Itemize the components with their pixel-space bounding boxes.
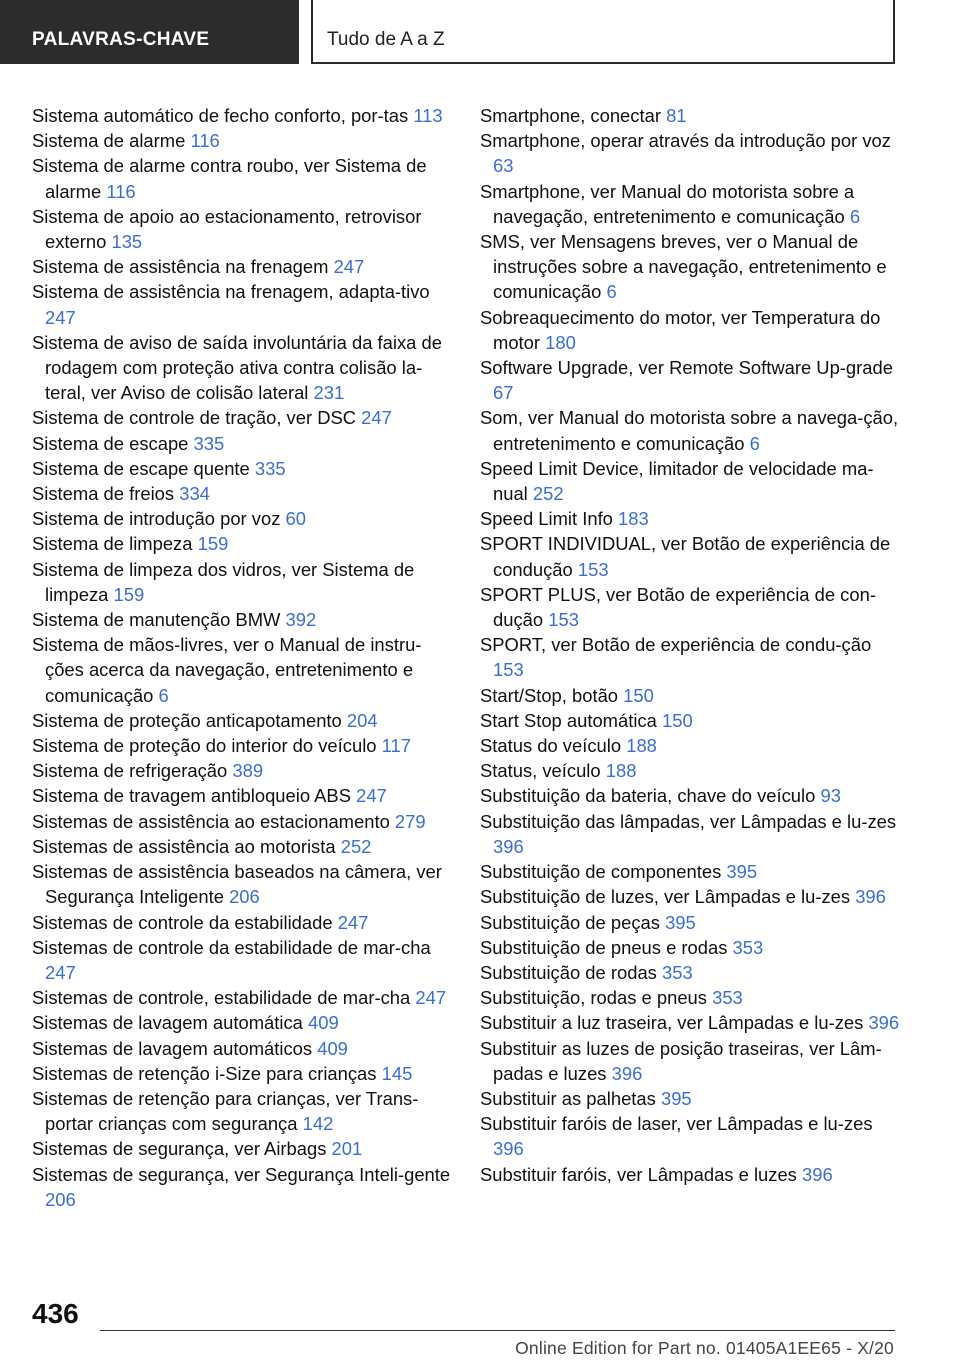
index-entry-text: Start/Stop, botão <box>480 684 619 706</box>
page-reference-link[interactable]: 116 <box>106 180 136 202</box>
page-reference-link[interactable]: 409 <box>308 1012 339 1034</box>
index-entry <box>32 481 452 506</box>
index-entry-text: Substituir a luz traseira, ver Lâmpadas e lu-zes <box>480 1012 864 1034</box>
page-reference-link[interactable]: 353 <box>732 936 764 958</box>
index-entry-text: Status do veículo <box>480 735 622 757</box>
page-reference-link[interactable]: 63 <box>493 155 514 177</box>
index-entry <box>32 910 452 935</box>
index-entry <box>480 405 900 455</box>
page-reference-link[interactable]: 395 <box>660 1087 692 1109</box>
index-entry-text: Smartphone, ver Manual do motorista sobre a navegação, entretenimento e comunicação <box>480 180 855 227</box>
page-reference-link[interactable]: 247 <box>361 407 392 429</box>
index-entry <box>480 632 900 682</box>
page-number: 436 <box>32 1298 79 1329</box>
index-entry <box>32 279 452 329</box>
page-reference-link[interactable]: 335 <box>254 457 286 479</box>
index-entry <box>32 632 452 708</box>
index-entry <box>32 985 452 1010</box>
index-entry-text: Sistemas de controle da estabilidade de mar-cha <box>32 936 431 958</box>
page-reference-link[interactable]: 6 <box>849 205 861 227</box>
index-entry-text: Sobreaquecimento do motor, ver Temperatura do motor <box>480 306 881 353</box>
index-entry <box>32 431 452 456</box>
index-entry <box>32 708 452 733</box>
page-reference-link[interactable]: 395 <box>726 861 758 883</box>
index-entry-text: SPORT, ver Botão de experiência de condu-ção <box>480 634 872 656</box>
index-entry <box>480 708 900 733</box>
index-entry <box>480 1036 900 1086</box>
index-entry-text: Sistema de assistência na frenagem, adapta-tivo <box>32 281 430 303</box>
index-entry-text: Sistemas de segurança, ver Segurança Inteli-gente <box>32 1163 451 1185</box>
index-entry-text: Sistemas de lavagem automática <box>32 1012 303 1034</box>
index-entry <box>32 1061 452 1086</box>
page-reference-link[interactable]: 389 <box>232 760 264 782</box>
index-entry <box>480 355 900 405</box>
page-reference-link[interactable]: 6 <box>749 432 760 454</box>
index-entry <box>480 179 900 229</box>
index-entry-text: Substituir as luzes de posição traseiras, ver Lâm-padas e luzes <box>480 1037 882 1084</box>
index-entry-text: Sistemas de assistência ao motorista <box>32 835 336 857</box>
page-reference-link[interactable]: 396 <box>611 1062 643 1084</box>
page-reference-link[interactable]: 247 <box>337 911 369 933</box>
index-entry-text: Sistemas de assistência baseados na câmera, ver Segurança Inteligente <box>32 861 442 908</box>
index-entry <box>480 103 900 128</box>
index-entry-text: Software Upgrade, ver Remote Software Up-grade <box>480 357 893 379</box>
page-reference-link[interactable]: 252 <box>532 483 564 505</box>
index-entry <box>480 783 900 808</box>
page-reference-link[interactable]: 247 <box>45 961 76 983</box>
page-reference-link[interactable]: 201 <box>331 1138 363 1160</box>
index-entry <box>480 985 900 1010</box>
page-reference-link[interactable]: 279 <box>394 810 426 832</box>
index-entry-text: Sistema de controle de tração, ver DSC <box>32 407 357 429</box>
page-reference-link[interactable]: 204 <box>346 709 378 731</box>
index-entry-text: Sistemas de controle, estabilidade de mar-cha <box>32 987 411 1009</box>
index-entry-text: Substituição de pneus e rodas <box>480 936 728 958</box>
index-entry-text: Sistema de proteção anticapotamento <box>32 709 342 731</box>
index-entry <box>480 506 900 531</box>
page-reference-link[interactable]: 180 <box>545 331 576 353</box>
index-entry <box>480 582 900 632</box>
index-entry-text: Substituição, rodas e pneus <box>480 987 707 1009</box>
index-entry <box>480 456 900 506</box>
index-entry <box>32 783 452 808</box>
index-entry <box>32 557 452 607</box>
index-entry <box>32 809 452 834</box>
index-entry <box>32 859 452 909</box>
index-entry <box>32 834 452 859</box>
page-reference-link[interactable]: 247 <box>356 785 387 807</box>
index-entry-text: Sistema de freios <box>32 483 175 505</box>
index-entry-text: Som, ver Manual do motorista sobre a navega-ção, entretenimento e comunicação <box>480 407 899 454</box>
page-reference-link[interactable]: 159 <box>113 583 145 605</box>
index-entry-text: Sistemas de assistência ao estacionamento <box>32 810 390 832</box>
index-entry-text: Substituir faróis, ver Lâmpadas e luzes <box>480 1163 797 1185</box>
index-entry-text: Start Stop automática <box>480 709 657 731</box>
footer-edition-text: Online Edition for Part no. 01405A1EE65 - X/20 <box>515 1338 894 1358</box>
index-entry-text: Status, veículo <box>480 760 601 782</box>
index-entry <box>480 305 900 355</box>
index-entry <box>32 254 452 279</box>
index-entry <box>32 1010 452 1035</box>
index-entry-text: Sistema de escape quente <box>32 457 250 479</box>
index-entry-text: Sistema de refrigeração <box>32 760 228 782</box>
index-entry <box>480 1162 900 1187</box>
index-entry-text: Sistema de introdução por voz <box>32 508 281 530</box>
index-entry <box>480 960 900 985</box>
index-entry-text: Sistema de alarme contra roubo, ver Sistema de alarme <box>32 155 427 202</box>
page-reference-link[interactable]: 135 <box>111 231 143 253</box>
index-entry-text: Substituir as palhetas <box>480 1087 656 1109</box>
index-entry-text: SPORT INDIVIDUAL, ver Botão de experiência de condução <box>480 533 891 580</box>
index-entry <box>480 935 900 960</box>
index-entry-text: Substituição de componentes <box>480 861 722 883</box>
index-entry <box>480 1086 900 1111</box>
index-entry-text: Smartphone, operar através da introdução por voz <box>480 130 891 152</box>
index-entry <box>32 1086 452 1136</box>
page-reference-link[interactable]: 116 <box>190 130 220 152</box>
page-reference-link[interactable]: 395 <box>665 911 696 933</box>
index-entry <box>480 859 900 884</box>
index-entry <box>480 733 900 758</box>
index-entry <box>32 1136 452 1161</box>
index-entry-text: Sistema de aviso de saída involuntária da faixa de rodagem com proteção ativa contra colisão la-teral, ver Aviso de colisão lateral <box>32 331 442 404</box>
page-reference-link[interactable]: 6 <box>606 281 617 303</box>
index-entry <box>32 103 452 128</box>
index-entry <box>480 910 900 935</box>
index-entry <box>480 809 900 859</box>
index-entry <box>32 153 452 203</box>
index-entry-text: Sistema automático de fecho conforto, por-tas <box>32 105 409 126</box>
page-reference-link[interactable]: 396 <box>493 1138 524 1160</box>
index-entry <box>32 733 452 758</box>
index-entry <box>32 531 452 556</box>
index-entry-text: Sistema de assistência na frenagem <box>32 256 329 278</box>
section-tab: PALAVRAS-CHAVE <box>0 0 299 64</box>
index-entry-text: Sistema de travagem antibloqueio ABS <box>32 785 351 807</box>
page-reference-link[interactable]: 142 <box>302 1113 334 1135</box>
page-reference-link[interactable]: 145 <box>381 1062 413 1084</box>
index-entry <box>32 1162 452 1212</box>
page-reference-link[interactable]: 396 <box>868 1012 900 1034</box>
index-column-right <box>480 103 900 1187</box>
page-reference-link[interactable]: 113 <box>413 105 443 126</box>
index-entry-text: Substituição de peças <box>480 911 660 933</box>
index-entry-text: SPORT PLUS, ver Botão de experiência de con-dução <box>480 583 876 631</box>
index-entry-text: Sistemas de controle da estabilidade <box>32 911 333 933</box>
index-entry-text: Sistema de apoio ao estacionamento, retrovisor externo <box>32 205 422 253</box>
index-entry <box>480 758 900 783</box>
page-reference-link[interactable]: 392 <box>285 609 317 631</box>
index-entry-text: Smartphone, conectar <box>480 105 661 126</box>
page-reference-link[interactable]: 231 <box>313 382 345 404</box>
page-reference-link[interactable]: 396 <box>493 835 524 857</box>
page-reference-link[interactable]: 81 <box>666 105 687 126</box>
page-reference-link[interactable]: 6 <box>158 684 169 706</box>
page-reference-link[interactable]: 206 <box>45 1188 76 1210</box>
page-reference-link[interactable]: 150 <box>623 684 654 706</box>
index-entry <box>32 758 452 783</box>
index-entry-text: Substituição da bateria, chave do veículo <box>480 785 816 807</box>
page-reference-link[interactable]: 153 <box>493 659 524 681</box>
page-reference-link[interactable]: 188 <box>626 735 657 757</box>
index-entry <box>480 229 900 305</box>
page-reference-link[interactable]: 396 <box>855 886 886 908</box>
index-entry-text: Speed Limit Device, limitador de velocidade ma-nual <box>480 457 874 505</box>
index-entry <box>32 506 452 531</box>
index-entry <box>32 1036 452 1061</box>
index-entry-text: Speed Limit Info <box>480 508 613 530</box>
footer-divider <box>100 1330 895 1331</box>
page-reference-link[interactable]: 247 <box>45 306 76 328</box>
index-entry <box>480 1111 900 1161</box>
index-entry <box>480 884 900 909</box>
index-entry <box>32 456 452 481</box>
index-entry-text: Substituir faróis de laser, ver Lâmpadas e lu-zes <box>480 1113 873 1135</box>
page-reference-link[interactable]: 252 <box>340 835 372 857</box>
index-entry-text: Sistemas de retenção i-Size para crianças <box>32 1062 377 1084</box>
page-reference-link[interactable]: 153 <box>548 609 579 631</box>
index-entry <box>32 405 452 430</box>
index-entry <box>480 1010 900 1035</box>
index-entry-text: Substituição de rodas <box>480 961 657 983</box>
page-reference-link[interactable]: 117 <box>381 735 411 757</box>
page-title: Tudo de A a Z <box>311 0 895 64</box>
index-entry-text: Sistemas de lavagem automáticos <box>32 1037 313 1059</box>
page-reference-link[interactable]: 247 <box>415 987 447 1009</box>
index-entry <box>32 935 452 985</box>
page-reference-link[interactable]: 93 <box>820 785 841 807</box>
index-entry-text: Sistema de escape <box>32 432 189 454</box>
page-reference-link[interactable]: 67 <box>493 382 514 404</box>
index-column-left <box>32 103 452 1212</box>
index-entry-text: Sistema de alarme <box>32 130 186 152</box>
page-reference-link[interactable]: 188 <box>605 760 637 782</box>
index-entry <box>32 330 452 406</box>
page-reference-link[interactable]: 247 <box>333 256 365 278</box>
page-reference-link[interactable]: 335 <box>193 432 225 454</box>
page-reference-link[interactable]: 353 <box>662 961 693 983</box>
index-entry-text: Substituição de luzes, ver Lâmpadas e lu-zes <box>480 886 851 908</box>
page-reference-link[interactable]: 60 <box>285 508 307 530</box>
page-reference-link[interactable]: 396 <box>802 1163 833 1185</box>
index-entry-text: SMS, ver Mensagens breves, ver o Manual de instruções sobre a navegação, entretenimento e comunicação <box>480 231 887 303</box>
index-entry-text: Sistema de manutenção BMW <box>32 609 281 631</box>
index-entry-text: Sistemas de segurança, ver Airbags <box>32 1138 327 1160</box>
index-entry <box>32 607 452 632</box>
index-entry-text: Sistema de limpeza <box>32 533 193 555</box>
page-reference-link[interactable]: 150 <box>661 709 693 731</box>
page-reference-link[interactable]: 206 <box>229 886 260 908</box>
index-entry-text: Sistemas de retenção para crianças, ver Trans-portar crianças com segurança <box>32 1087 419 1135</box>
page-reference-link[interactable]: 334 <box>179 483 210 505</box>
index-entry-text: Sistema de limpeza dos vidros, ver Sistema de limpeza <box>32 558 415 605</box>
page-reference-link[interactable]: 153 <box>577 558 609 580</box>
index-entry-text: Sistema de mãos-livres, ver o Manual de instru-ções acerca da navegação, entretenimento e comunicação <box>32 634 422 706</box>
page-reference-link[interactable]: 183 <box>618 508 649 530</box>
page-reference-link[interactable]: 409 <box>317 1037 348 1059</box>
index-entry <box>480 683 900 708</box>
index-entry <box>32 204 452 254</box>
index-entry <box>32 128 452 153</box>
index-entry-text: Substituição das lâmpadas, ver Lâmpadas e lu-zes <box>480 810 897 832</box>
index-entry <box>480 128 900 178</box>
index-entry <box>480 531 900 581</box>
page-reference-link[interactable]: 353 <box>712 987 743 1009</box>
index-entry-text: Sistema de proteção do interior do veículo <box>32 735 377 757</box>
page-reference-link[interactable]: 159 <box>197 533 229 555</box>
